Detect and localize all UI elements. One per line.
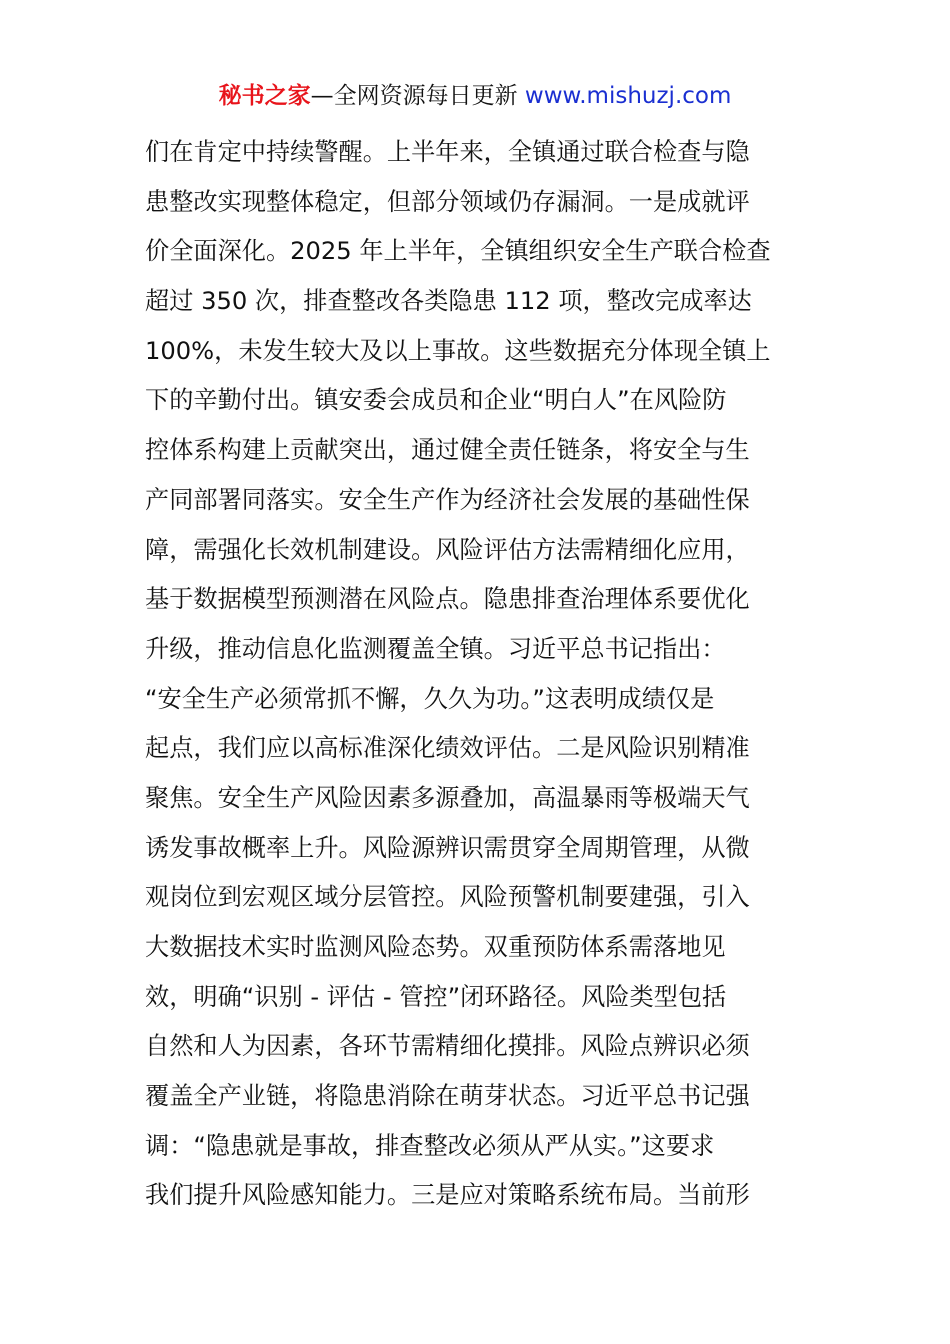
body-line: 效，明确“识别 - 评估 - 管控”闭环路径。风险类型包括 <box>145 982 727 1011</box>
header-site-link[interactable]: www.mishuzj.com <box>524 83 732 109</box>
body-line: “安全生产必须常抓不懈，久久为功。”这表明成绩仅是 <box>145 684 715 713</box>
body-line: 100%，未发生较大及以上事故。这些数据充分体现全镇上 <box>145 336 771 365</box>
site-header <box>0 80 950 112</box>
body-line: 价全面深化。2025 年上半年，全镇组织安全生产联合检查 <box>145 237 771 266</box>
header-brand: 秘书之家 <box>218 83 311 109</box>
body-line: 大数据技术实时监测风险态势。双重预防体系需落地见 <box>145 933 726 961</box>
body-line: 控体系构建上贡献突出，通过健全责任链条，将安全与生 <box>145 436 750 465</box>
body-line: 自然和人为因素，各环节需精细化摸排。风险点辨识必须 <box>145 1032 750 1061</box>
body-line: 起点，我们应以高标准深化绩效评估。二是风险识别精准 <box>145 734 750 763</box>
body-line: 产同部署同落实。安全生产作为经济社会发展的基础性保 <box>145 485 750 514</box>
body-line: 聚焦。安全生产风险因素多源叠加，高温暴雨等极端天气 <box>145 783 750 812</box>
header-tagline: —全网资源每日更新 <box>310 83 518 109</box>
body-line: 患整改实现整体稳定，但部分领域仍存漏洞。一是成就评 <box>145 187 750 216</box>
body-line: 调：“隐患就是事故，排查整改必须从严从实。”这要求 <box>145 1131 715 1160</box>
body-line: 基于数据模型预测潜在风险点。隐患排查治理体系要优化 <box>145 585 750 614</box>
body-line: 我们提升风险感知能力。三是应对策略系统布局。当前形 <box>145 1181 750 1210</box>
body-line: 观岗位到宏观区域分层管控。风险预警机制要建强，引入 <box>145 883 750 912</box>
body-line: 下的辛勤付出。镇安委会成员和企业“明白人”在风险防 <box>145 386 727 415</box>
document-body <box>145 128 815 1221</box>
body-line: 障，需强化长效机制建设。风险评估方法需精细化应用， <box>145 535 750 564</box>
body-line: 诱发事故概率上升。风险源辨识需贯穿全周期管理，从微 <box>145 833 750 862</box>
body-line: 覆盖全产业链，将隐患消除在萌芽状态。习近平总书记强 <box>145 1082 750 1111</box>
body-line: 升级，推动信息化监测覆盖全镇。习近平总书记指出： <box>145 634 726 663</box>
body-line: 们在肯定中持续警醒。上半年来，全镇通过联合检查与隐 <box>145 138 750 166</box>
body-line: 超过 350 次，排查整改各类隐患 112 项，整改完成率达 <box>145 287 752 316</box>
